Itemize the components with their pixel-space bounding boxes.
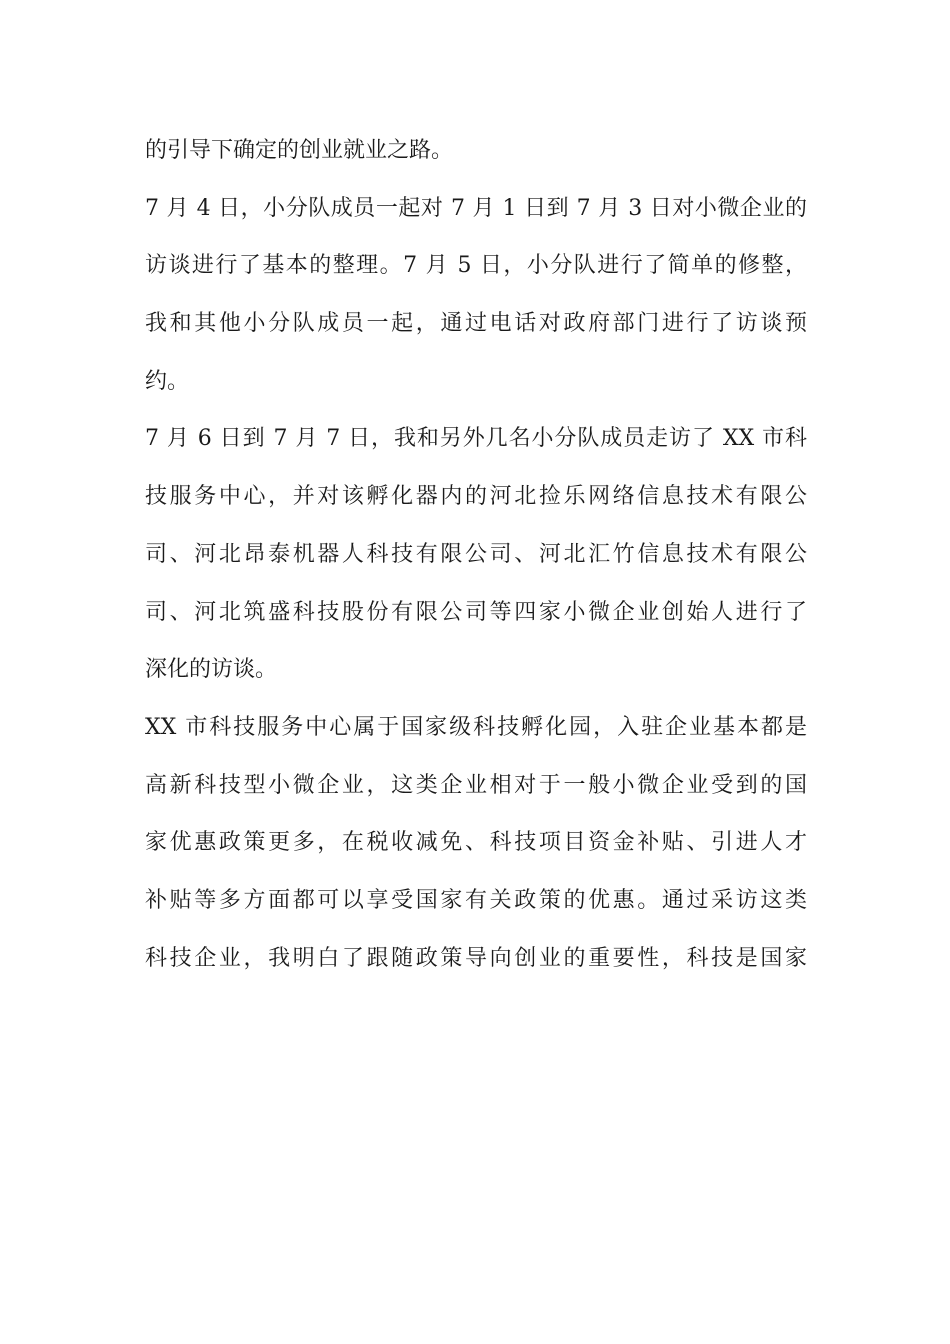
paragraph-1 [145, 128, 807, 186]
text-line: 7 月 4 日，小分队成员一起对 7 月 1 日到 7 月 3 日对小微企业的 [145, 195, 807, 221]
paragraph-4 [145, 705, 807, 993]
text-line: 的引导下确定的创业就业之路。 [145, 138, 454, 163]
text-line: 高新科技型小微企业，这类企业相对于一般小微企业受到的国 [145, 772, 807, 798]
text-line: 家优惠政策更多，在税收减免、科技项目资金补贴、引进人才 [145, 830, 807, 856]
text-line: 司、河北昂泰机器人科技有限公司、河北汇竹信息技术有限公 [145, 541, 807, 567]
text-line: 补贴等多方面都可以享受国家有关政策的优惠。通过采访这类 [145, 887, 807, 913]
text-line: 我和其他小分队成员一起，通过电话对政府部门进行了访谈预 [145, 311, 807, 337]
text-line: 科技企业，我明白了跟随政策导向创业的重要性，科技是国家 [145, 945, 807, 971]
text-line: 司、河北筑盛科技股份有限公司等四家小微企业创始人进行了 [145, 599, 807, 625]
text-line: 访谈进行了基本的整理。7 月 5 日，小分队进行了简单的修整， [145, 253, 807, 279]
text-line: XX 市科技服务中心属于国家级科技孵化园，入驻企业基本都是 [145, 714, 807, 740]
paragraph-3 [145, 416, 807, 704]
text-line: 7 月 6 日到 7 月 7 日，我和另外几名小分队成员走访了 XX 市科 [145, 426, 807, 452]
paragraph-2 [145, 186, 807, 417]
text-line: 约。 [145, 368, 190, 394]
text-line: 深化的访谈。 [145, 657, 278, 683]
document-body [145, 128, 807, 993]
text-line: 技服务中心，并对该孵化器内的河北捡乐网络信息技术有限公 [145, 484, 807, 510]
